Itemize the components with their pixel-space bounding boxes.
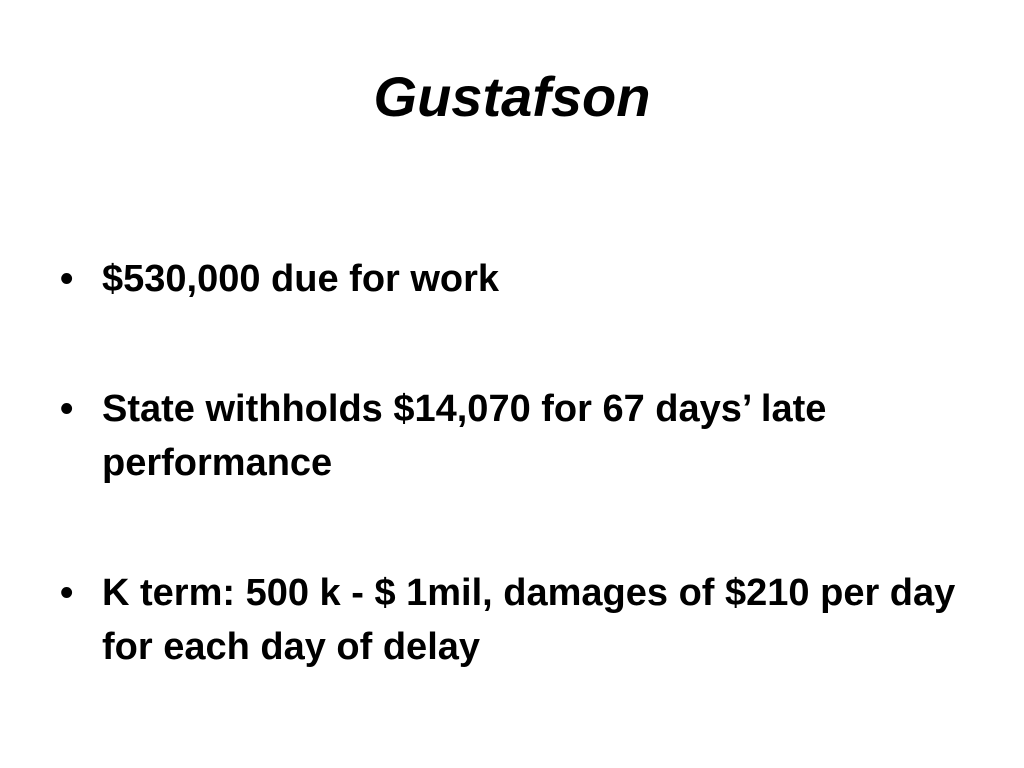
bullet-item [60, 382, 960, 490]
bullet-item [60, 566, 960, 674]
bullet-text: K term: 500 k - $ 1mil, damages of $210 per day for each day of delay [102, 572, 956, 668]
bullet-list [60, 252, 960, 750]
bullet-dot-icon: • [60, 388, 74, 430]
bullet-dot-icon: • [60, 572, 74, 614]
bullet-item [60, 252, 960, 306]
bullet-text: $530,000 due for work [102, 258, 500, 300]
bullet-dot-icon: • [60, 258, 74, 300]
bullet-text: State withholds $14,070 for 67 days’ late performance [102, 388, 827, 484]
slide-title: Gustafson [373, 65, 651, 128]
